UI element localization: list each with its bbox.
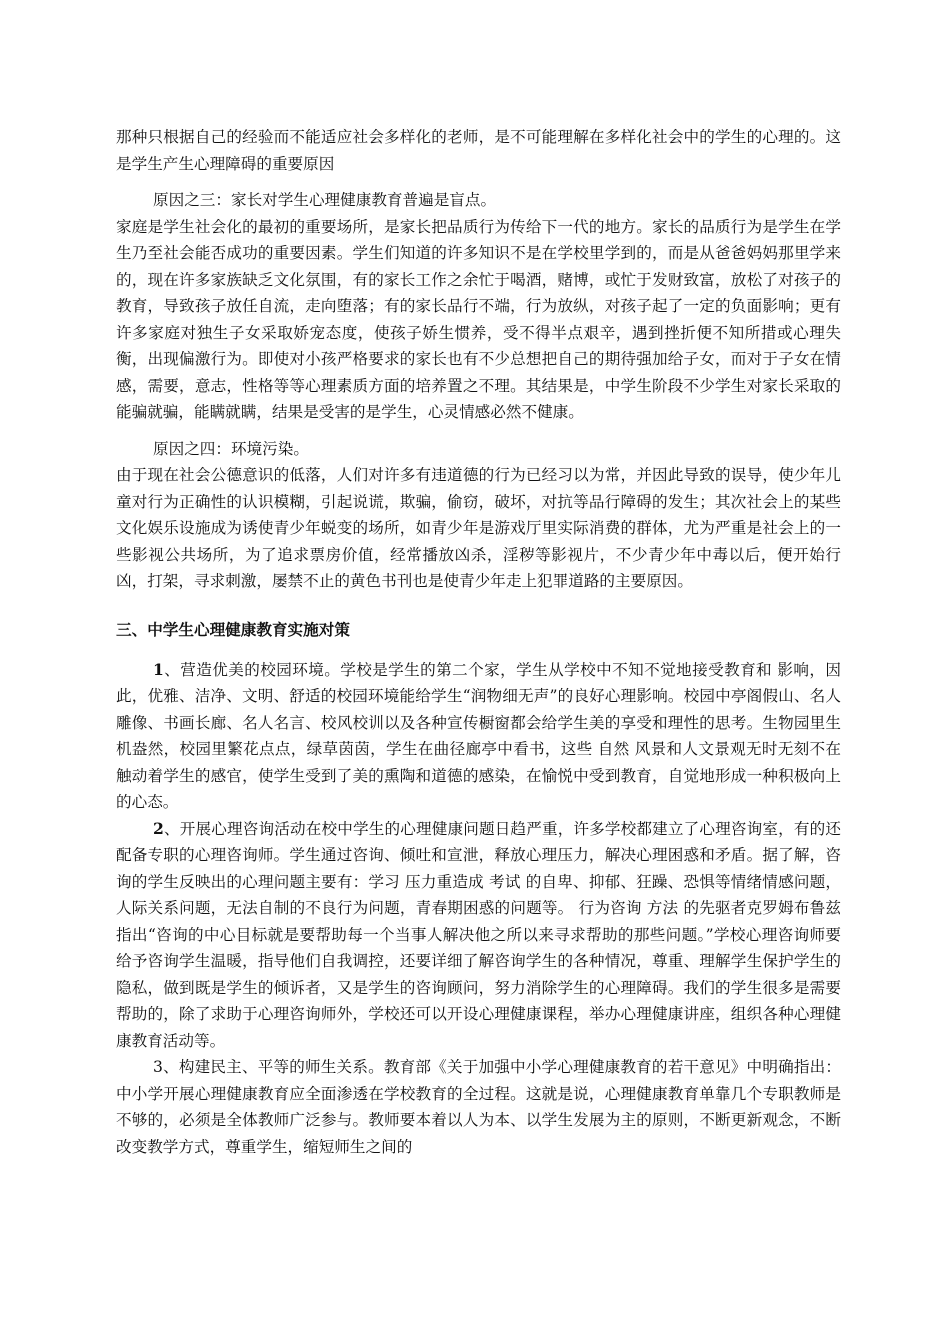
measure-text: 、开展心理咨询活动在校中学生的心理健康问题日趋严重，许多学校都建立了心理咨询室，有的还配备专职的心理咨询师。学生通过咨询、倾吐和宣泄，释放心理压力，解决心理困惑和矛盾。据了解，咨询的学生反映出的心理问题主要有：学习 压力重造成 考试 的自卑、抑郁、狂躁、恐惧等情绪情感问题，人际关系问题，无法自制的不良行为问题，青春期困惑的问题等。 行为咨询 方法 的先驱者克罗姆布鲁兹指出“咨询的中心目标就是要帮助每一个当事人解决他之所以来寻求帮助的那些问题。”学校心理咨询师要给予咨询学生温暖，指导他们自我调控，还要详细了解咨询学生的各种情况，尊重、理解学生保护学生的隐私，做到既是学生的倾诉者，又是学生的咨询顾问，努力消除学生的心理障碍。我们的学生很多是需要帮助的，除了求助于心理咨询师外，学校还可以开设心理健康课程，举办心理健康讲座，组织各种心理健康教育活动等。 <box>116 819 841 1050</box>
measure-number: 2 <box>153 818 164 838</box>
measure-text: 、构建民主、平等的师生关系。教育部《关于加强中小学心理健康教育的若干意见》中明确指出：中小学开展心理健康教育应全面渗透在学校教育的全过程。这就是说，心理健康教育单靠几个专职教师是不够的，必须是全体教师广泛参与。教师要本着以人为本、以学生发展为主的原则，不断更新观念，不断改变教学方式，尊重学生，缩短师生之间的 <box>116 1058 841 1156</box>
paragraph-teacher-cause: 那种只根据自己的经验而不能适应社会多样化的老师，是不可能理解在多样化社会中的学生的心理的。这是学生产生心理障碍的重要原因 <box>116 128 841 173</box>
paragraph-family-cause: 家庭是学生社会化的最初的重要场所，是家长把品质行为传给下一代的地方。家长的品质行为是学生在学生乃至社会能否成功的重要因素。学生们知道的许多知识不是在学校里学到的，而是从爸爸妈妈那里学来的，现在许多家族缺乏文化氛围，有的家长工作之余忙于喝酒，赌博，或忙于发财致富，放松了对孩子的教育，导致孩子放任自流，走向堕落；有的家长品行不端，行为放纵，对孩子起了一定的负面影响；更有许多家庭对独生子女采取娇宠态度，使孩子娇生惯养，受不得半点艰辛，遇到挫折便不知所措或心理失衡，出现偏激行为。即使对小孩严格要求的家长也有不少总想把自己的期待强加给子女，而对于子女在情感，需要，意志，性格等等心理素质方面的培养置之不理。其结果是，中学生阶段不少学生对家长采取的能骗就骗，能瞒就瞒，结果是受害的是学生，心灵情感必然不健康。 <box>116 217 841 421</box>
section-heading: 三、中学生心理健康教育实施对策 <box>116 620 350 639</box>
paragraph-environment-cause: 由于现在社会公德意识的低落，人们对许多有违道德的行为已经习以为常，并因此导致的误导，使少年儿童对行为正确性的认识模糊，引起说谎，欺骗，偷窃，破坏，对抗等品行障碍的发生；其次社会上的某些文化娱乐设施成为诱使青少年蜕变的场所，如青少年是游戏厅里实际消费的群体，尤为严重是社会上的一些影视公共场所，为了追求票房价值，经常播放凶杀，淫秽等影视片，不少青少年中毒以后，便开始行凶，打架，寻求刺激，屡禁不止的黄色书刊也是使青少年走上犯罪道路的主要原因。 <box>116 466 841 590</box>
document-page <box>116 124 841 1160</box>
measure-number: 1 <box>153 659 164 679</box>
cause-three-heading: 原因之三：家长对学生心理健康教育普遍是盲点。 <box>153 191 497 209</box>
measure-text: 、营造优美的校园环境。学校是学生的第二个家，学生从学校中不知不觉地接受教育和 影响，因此，优雅、洁净、文明、舒适的校园环境能给学生“润物细无声”的良好心理影响。校园中亭阁假山、名人雕像、书画长廊、名人名言、校风校训以及各种宣传橱窗都会给学生美的享受和理性的思考。生物园里生机盎然，校园里繁花点点，绿草茵茵，学生在曲径廊亭中看书，这些 自然 风景和人文景观无时无刻不在触动着学生的感官，使学生受到了美的熏陶和道德的感染，在愉悦中受到教育，自觉地形成一种积极向上的心态。 <box>116 660 841 811</box>
cause-four-heading: 原因之四：环境污染。 <box>153 439 309 458</box>
measure-paragraph-1 <box>116 657 841 816</box>
measure-paragraph-2 <box>116 816 841 1055</box>
measure-paragraph-3 <box>116 1054 841 1160</box>
measure-number: 3 <box>153 1058 163 1076</box>
